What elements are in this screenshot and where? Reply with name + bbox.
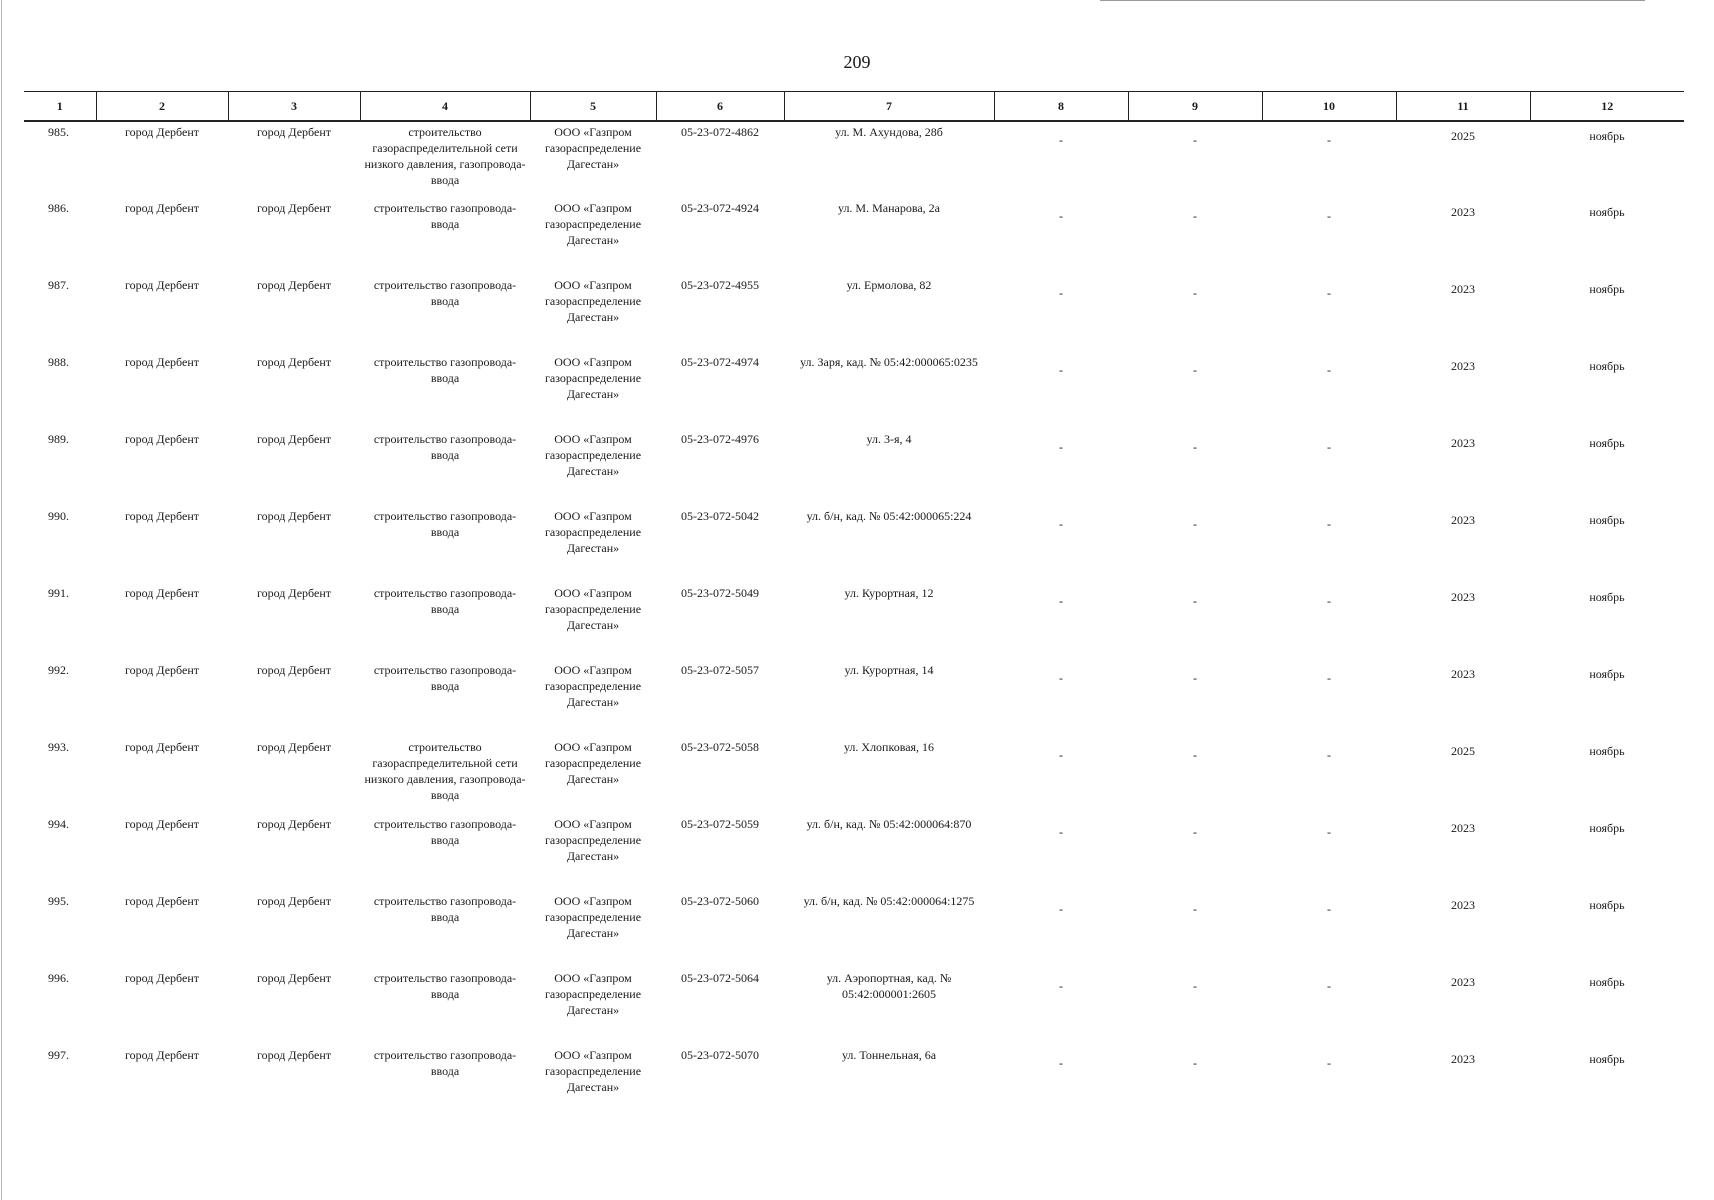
municipality-cell: город Дербент: [125, 355, 199, 369]
year-cell: 2023: [1451, 975, 1475, 989]
value-cell-8: -: [1059, 979, 1063, 993]
application-number-cell: 05-23-072-4974: [681, 355, 759, 369]
address-cell: ул. Курортная, 14: [844, 663, 934, 677]
value-cell-9: -: [1193, 594, 1197, 608]
application-number-cell: 05-23-072-5049: [681, 586, 759, 600]
work-type-cell: строительство газопровода-ввода: [373, 586, 517, 616]
value-cell-8: -: [1059, 209, 1063, 223]
table-body: [24, 121, 1684, 1122]
value-cell-10: -: [1327, 286, 1331, 300]
address-cell: ул. Ермолова, 82: [846, 278, 932, 292]
row-number-cell: 996.: [48, 971, 69, 985]
value-cell-8: -: [1059, 671, 1063, 685]
address-cell: ул. Заря, кад. № 05:42:000065:0235: [800, 355, 978, 369]
year-cell: 2023: [1451, 667, 1475, 681]
row-number-cell: 994.: [48, 817, 69, 831]
municipality-cell: город Дербент: [125, 125, 199, 139]
value-cell-10: -: [1327, 902, 1331, 916]
work-type-cell: строительство газопровода-ввода: [373, 278, 517, 308]
row-number-cell: 987.: [48, 278, 69, 292]
year-cell: 2023: [1451, 513, 1475, 527]
month-cell: ноябрь: [1589, 359, 1625, 373]
value-cell-10: -: [1327, 440, 1331, 454]
settlement-cell: город Дербент: [257, 278, 331, 292]
application-number-cell: 05-23-072-4955: [681, 278, 759, 292]
table-row: [24, 506, 1684, 583]
address-cell: ул. Аэропортная, кад. № 05:42:000001:2605: [826, 971, 952, 1001]
month-cell: ноябрь: [1589, 282, 1625, 296]
month-cell: ноябрь: [1589, 436, 1625, 450]
municipality-cell: город Дербент: [125, 740, 199, 754]
address-cell: ул. б/н, кад. № 05:42:000065:224: [806, 509, 972, 523]
page-number: 209: [843, 52, 871, 72]
settlement-cell: город Дербент: [257, 586, 331, 600]
year-cell: 2023: [1451, 590, 1475, 604]
value-cell-8: -: [1059, 286, 1063, 300]
table-row: [24, 814, 1684, 891]
row-number-cell: 990.: [48, 509, 69, 523]
year-cell: 2023: [1451, 282, 1475, 296]
year-cell: 2023: [1451, 436, 1475, 450]
row-number-cell: 992.: [48, 663, 69, 677]
month-cell: ноябрь: [1589, 898, 1625, 912]
table-row: [24, 1045, 1684, 1122]
column-header: 11: [1396, 92, 1530, 122]
value-cell-10: -: [1327, 825, 1331, 839]
settlement-cell: город Дербент: [257, 201, 331, 215]
address-cell: ул. Хлопковая, 16: [843, 740, 935, 754]
value-cell-10: -: [1327, 594, 1331, 608]
month-cell: ноябрь: [1589, 744, 1625, 758]
table-row: [24, 121, 1684, 198]
address-cell: ул. Курортная, 12: [844, 586, 934, 600]
column-header: 9: [1128, 92, 1262, 122]
registry-table: [24, 91, 1684, 1122]
value-cell-9: -: [1193, 363, 1197, 377]
settlement-cell: город Дербент: [257, 894, 331, 908]
year-cell: 2025: [1451, 129, 1475, 143]
settlement-cell: город Дербент: [257, 663, 331, 677]
table-row: [24, 583, 1684, 660]
application-number-cell: 05-23-072-4862: [681, 125, 759, 139]
year-cell: 2023: [1451, 359, 1475, 373]
row-number-cell: 995.: [48, 894, 69, 908]
month-cell: ноябрь: [1589, 821, 1625, 835]
organization-cell: ООО «Газпром газораспределение Дагестан»: [544, 201, 642, 247]
table-row: [24, 198, 1684, 275]
table-row: [24, 737, 1684, 814]
value-cell-8: -: [1059, 133, 1063, 147]
settlement-cell: город Дербент: [257, 971, 331, 985]
municipality-cell: город Дербент: [125, 817, 199, 831]
work-type-cell: строительство газораспределительной сети низкого давления, газопровода-ввода: [364, 125, 526, 187]
table-row: [24, 968, 1684, 1045]
municipality-cell: город Дербент: [125, 278, 199, 292]
organization-cell: ООО «Газпром газораспределение Дагестан»: [544, 125, 642, 171]
work-type-cell: строительство газораспределительной сети низкого давления, газопровода-ввода: [364, 740, 526, 802]
work-type-cell: строительство газопровода-ввода: [373, 894, 517, 924]
municipality-cell: город Дербент: [125, 201, 199, 215]
application-number-cell: 05-23-072-5070: [681, 1048, 759, 1062]
scan-edge: [1, 0, 2, 1200]
month-cell: ноябрь: [1589, 590, 1625, 604]
settlement-cell: город Дербент: [257, 509, 331, 523]
value-cell-9: -: [1193, 286, 1197, 300]
work-type-cell: строительство газопровода-ввода: [373, 201, 517, 231]
value-cell-10: -: [1327, 209, 1331, 223]
settlement-cell: город Дербент: [257, 125, 331, 139]
organization-cell: ООО «Газпром газораспределение Дагестан»: [544, 278, 642, 324]
work-type-cell: строительство газопровода-ввода: [373, 432, 517, 462]
application-number-cell: 05-23-072-5057: [681, 663, 759, 677]
work-type-cell: строительство газопровода-ввода: [373, 817, 517, 847]
year-cell: 2023: [1451, 898, 1475, 912]
value-cell-10: -: [1327, 517, 1331, 531]
application-number-cell: 05-23-072-5064: [681, 971, 759, 985]
settlement-cell: город Дербент: [257, 432, 331, 446]
year-cell: 2025: [1451, 744, 1475, 758]
organization-cell: ООО «Газпром газораспределение Дагестан»: [544, 663, 642, 709]
address-cell: ул. б/н, кад. № 05:42:000064:1275: [803, 894, 975, 908]
application-number-cell: 05-23-072-5059: [681, 817, 759, 831]
organization-cell: ООО «Газпром газораспределение Дагестан»: [544, 355, 642, 401]
value-cell-8: -: [1059, 363, 1063, 377]
column-header: 6: [656, 92, 784, 122]
work-type-cell: строительство газопровода-ввода: [373, 663, 517, 693]
column-header: 12: [1530, 92, 1684, 122]
work-type-cell: строительство газопровода-ввода: [373, 355, 517, 385]
organization-cell: ООО «Газпром газораспределение Дагестан»: [544, 817, 642, 863]
year-cell: 2023: [1451, 205, 1475, 219]
table-row: [24, 429, 1684, 506]
address-cell: ул. М. Манарова, 2а: [837, 201, 941, 215]
value-cell-10: -: [1327, 363, 1331, 377]
organization-cell: ООО «Газпром газораспределение Дагестан»: [544, 894, 642, 940]
value-cell-9: -: [1193, 671, 1197, 685]
address-cell: ул. М. Ахундова, 28б: [835, 125, 943, 139]
municipality-cell: город Дербент: [125, 1048, 199, 1062]
column-header: 5: [530, 92, 656, 122]
municipality-cell: город Дербент: [125, 432, 199, 446]
column-header: 1: [24, 92, 96, 122]
value-cell-8: -: [1059, 748, 1063, 762]
scan-edge: [1100, 0, 1645, 1]
address-cell: ул. 3-я, 4: [866, 432, 912, 446]
value-cell-10: -: [1327, 671, 1331, 685]
application-number-cell: 05-23-072-5058: [681, 740, 759, 754]
value-cell-9: -: [1193, 517, 1197, 531]
year-cell: 2023: [1451, 1052, 1475, 1066]
value-cell-10: -: [1327, 133, 1331, 147]
value-cell-9: -: [1193, 748, 1197, 762]
settlement-cell: город Дербент: [257, 355, 331, 369]
application-number-cell: 05-23-072-5042: [681, 509, 759, 523]
value-cell-9: -: [1193, 979, 1197, 993]
row-number-cell: 988.: [48, 355, 69, 369]
municipality-cell: город Дербент: [125, 971, 199, 985]
row-number-cell: 986.: [48, 201, 69, 215]
month-cell: ноябрь: [1589, 1052, 1625, 1066]
work-type-cell: строительство газопровода-ввода: [373, 1048, 517, 1078]
year-cell: 2023: [1451, 821, 1475, 835]
organization-cell: ООО «Газпром газораспределение Дагестан»: [544, 1048, 642, 1094]
value-cell-8: -: [1059, 825, 1063, 839]
month-cell: ноябрь: [1589, 129, 1625, 143]
application-number-cell: 05-23-072-4976: [681, 432, 759, 446]
column-header: 7: [784, 92, 994, 122]
address-cell: ул. б/н, кад. № 05:42:000064:870: [806, 817, 972, 831]
table-row: [24, 660, 1684, 737]
column-header: 10: [1262, 92, 1396, 122]
settlement-cell: город Дербент: [257, 817, 331, 831]
column-header: 3: [228, 92, 360, 122]
month-cell: ноябрь: [1589, 667, 1625, 681]
value-cell-10: -: [1327, 748, 1331, 762]
work-type-cell: строительство газопровода-ввода: [373, 509, 517, 539]
row-number-cell: 997.: [48, 1048, 69, 1062]
month-cell: ноябрь: [1589, 205, 1625, 219]
column-header: 4: [360, 92, 530, 122]
application-number-cell: 05-23-072-5060: [681, 894, 759, 908]
row-number-cell: 989.: [48, 432, 69, 446]
month-cell: ноябрь: [1589, 975, 1625, 989]
value-cell-8: -: [1059, 902, 1063, 916]
value-cell-8: -: [1059, 594, 1063, 608]
value-cell-9: -: [1193, 440, 1197, 454]
value-cell-9: -: [1193, 1056, 1197, 1070]
value-cell-9: -: [1193, 825, 1197, 839]
organization-cell: ООО «Газпром газораспределение Дагестан»: [544, 509, 642, 555]
organization-cell: ООО «Газпром газораспределение Дагестан»: [544, 586, 642, 632]
organization-cell: ООО «Газпром газораспределение Дагестан»: [544, 971, 642, 1017]
work-type-cell: строительство газопровода-ввода: [373, 971, 517, 1001]
table-header-row: [24, 92, 1684, 122]
settlement-cell: город Дербент: [257, 740, 331, 754]
value-cell-8: -: [1059, 1056, 1063, 1070]
table-row: [24, 275, 1684, 352]
value-cell-9: -: [1193, 902, 1197, 916]
month-cell: ноябрь: [1589, 513, 1625, 527]
value-cell-8: -: [1059, 517, 1063, 531]
row-number-cell: 993.: [48, 740, 69, 754]
address-cell: ул. Тоннельная, 6а: [841, 1048, 937, 1062]
municipality-cell: город Дербент: [125, 894, 199, 908]
organization-cell: ООО «Газпром газораспределение Дагестан»: [544, 432, 642, 478]
municipality-cell: город Дербент: [125, 509, 199, 523]
value-cell-9: -: [1193, 133, 1197, 147]
application-number-cell: 05-23-072-4924: [681, 201, 759, 215]
table-row: [24, 891, 1684, 968]
settlement-cell: город Дербент: [257, 1048, 331, 1062]
value-cell-10: -: [1327, 1056, 1331, 1070]
row-number-cell: 991.: [48, 586, 69, 600]
value-cell-9: -: [1193, 209, 1197, 223]
value-cell-10: -: [1327, 979, 1331, 993]
row-number-cell: 985.: [48, 125, 69, 139]
value-cell-8: -: [1059, 440, 1063, 454]
table-row: [24, 352, 1684, 429]
organization-cell: ООО «Газпром газораспределение Дагестан»: [544, 740, 642, 786]
municipality-cell: город Дербент: [125, 663, 199, 677]
municipality-cell: город Дербент: [125, 586, 199, 600]
column-header: 8: [994, 92, 1128, 122]
column-header: 2: [96, 92, 228, 122]
